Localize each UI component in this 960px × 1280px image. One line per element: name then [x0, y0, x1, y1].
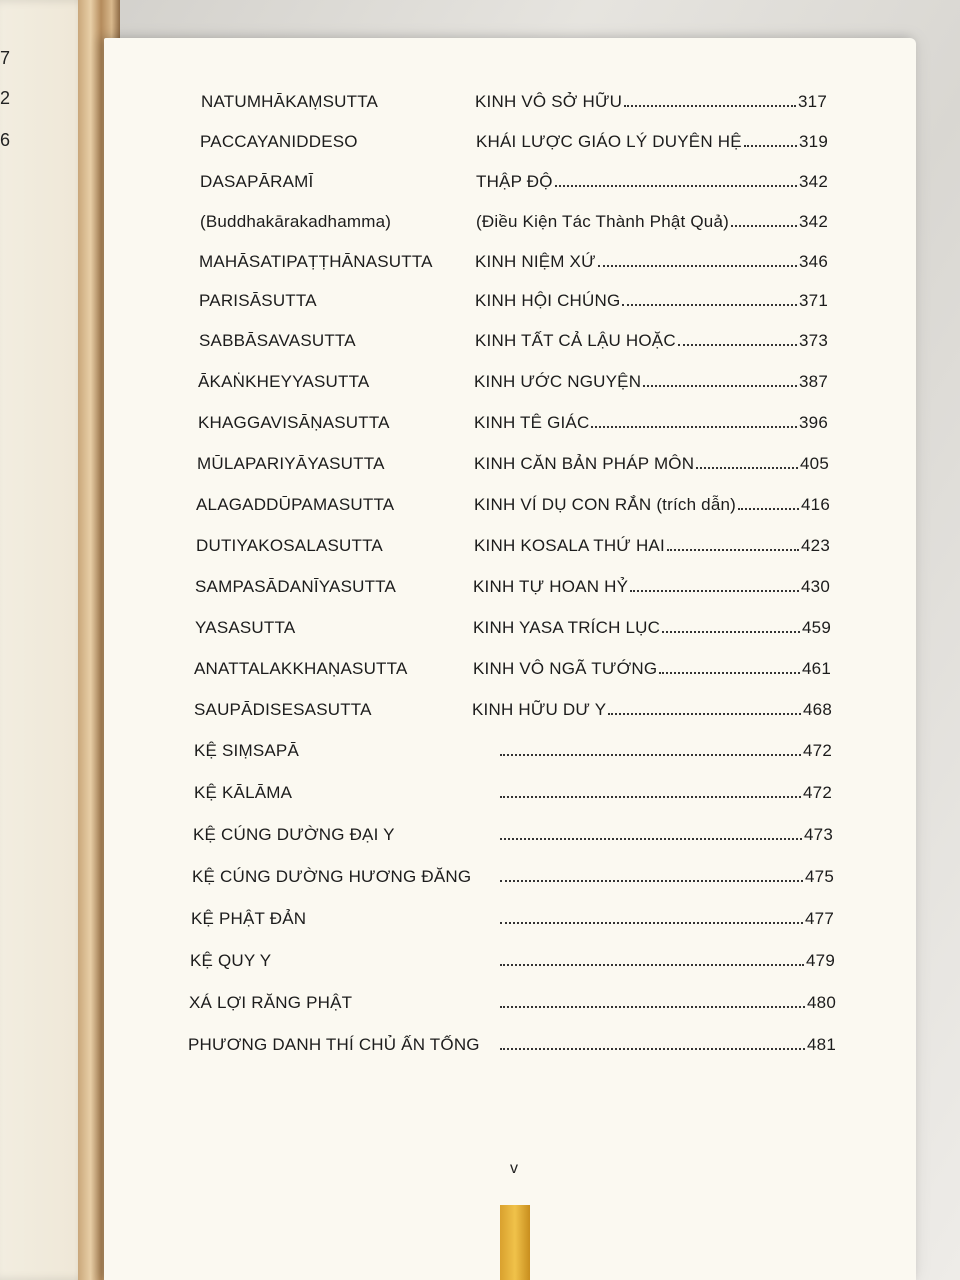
toc-entry [476, 132, 828, 152]
toc-pali-title: PARISĀSUTTA [199, 291, 317, 310]
toc-entry [498, 741, 832, 761]
toc-pali-title: YASASUTTA [195, 618, 296, 637]
toc-page-number: 319 [799, 132, 828, 151]
toc-page-number: 342 [799, 212, 828, 231]
toc-viet-title: KINH VÍ DỤ CON RẮN (trích dẫn) [474, 495, 736, 514]
toc-page-number: 479 [806, 951, 835, 970]
left-page-fragment: 7 [0, 48, 11, 68]
toc-entry [498, 1035, 836, 1055]
toc-title: XÁ LỢI RĂNG PHẬT [189, 993, 353, 1012]
toc-pali-title: ĀKAṄKHEYYASUTTA [198, 372, 370, 391]
toc-entry [498, 951, 835, 971]
dot-leader [500, 879, 803, 882]
toc-title: KỆ QUY Y [190, 951, 272, 970]
toc-entry [473, 618, 831, 638]
toc-entry [473, 577, 830, 597]
toc-viet-title: KINH VÔ SỞ HỮU [475, 92, 623, 111]
bookmark-ribbon [500, 1205, 530, 1280]
dot-leader [667, 548, 799, 551]
toc-pali-title: MAHĀSATIPAṬṬHĀNASUTTA [199, 252, 433, 271]
toc-pali-title: DUTIYAKOSALASUTTA [196, 536, 383, 555]
dot-leader [696, 466, 798, 469]
dot-leader [608, 712, 801, 715]
dot-leader [738, 507, 799, 510]
toc-page-number: 342 [799, 172, 828, 191]
toc-page-number: 387 [799, 372, 828, 391]
toc-viet-title: KINH CĂN BẢN PHÁP MÔN [474, 454, 695, 473]
left-page-fragment: 6 [0, 130, 11, 150]
toc-entry [475, 331, 828, 351]
toc-entry [476, 172, 828, 192]
toc-pali-title: (Buddhakārakadhamma) [200, 212, 392, 231]
toc-title: PHƯƠNG DANH THÍ CHỦ ẤN TỐNG [188, 1035, 480, 1054]
toc-viet-title: KINH NIỆM XỨ [475, 252, 596, 271]
toc-page-number: 468 [803, 700, 832, 719]
toc-entry [474, 413, 828, 433]
toc-viet-title: KINH HỮU DƯ Y [472, 700, 607, 719]
toc-entry [474, 495, 830, 515]
book-page [104, 38, 916, 1280]
toc-page-number: 475 [805, 867, 834, 886]
dot-leader [744, 144, 797, 147]
dot-leader [500, 963, 804, 966]
toc-entry [498, 909, 834, 929]
dot-leader [659, 671, 800, 674]
dot-leader [622, 303, 797, 306]
toc-page-number: 480 [807, 993, 836, 1012]
toc-page-number: 405 [800, 454, 829, 473]
toc-pali-title: NATUMHĀKAṂSUTTA [201, 92, 379, 111]
dot-leader [624, 104, 796, 107]
toc-viet-title: KINH KOSALA THỨ HAI [474, 536, 665, 555]
toc-viet-title: KINH TÊ GIÁC [474, 413, 590, 432]
dot-leader [500, 753, 801, 756]
toc-pali-title: KHAGGAVISĀṆASUTTA [198, 413, 390, 432]
toc-viet-title: KINH TẤT CẢ LẬU HOẶC [475, 331, 676, 350]
toc-pali-title: SABBĀSAVASUTTA [199, 331, 356, 350]
dot-leader [598, 264, 797, 267]
dot-leader [678, 343, 797, 346]
toc-page-number: 461 [802, 659, 831, 678]
toc-page-number: 477 [805, 909, 834, 928]
dot-leader [591, 425, 797, 428]
toc-page-number: 459 [802, 618, 831, 637]
toc-page-number: 430 [801, 577, 830, 596]
toc-page-number: 373 [799, 331, 828, 350]
dot-leader [500, 1047, 805, 1050]
toc-entry [475, 92, 827, 112]
page-folio: v [510, 1160, 518, 1177]
toc-pali-title: SAUPĀDISESASUTTA [194, 700, 372, 719]
toc-entry [472, 700, 832, 720]
toc-viet-title: KINH ƯỚC NGUYỆN [474, 372, 642, 391]
toc-pali-title: PACCAYANIDDESO [200, 132, 358, 151]
toc-title: KỆ SIṂSAPĀ [194, 741, 299, 760]
toc-page-number: 473 [804, 825, 833, 844]
toc-entry [474, 454, 829, 474]
toc-page-number: 472 [803, 783, 832, 802]
dot-leader [555, 184, 797, 187]
toc-page-number: 472 [803, 741, 832, 760]
toc-pali-title: ANATTALAKKHAṆASUTTA [194, 659, 408, 678]
toc-entry [475, 252, 828, 272]
toc-page-number: 346 [799, 252, 828, 271]
dot-leader [500, 837, 802, 840]
toc-pali-title: SAMPASĀDANĪYASUTTA [195, 577, 397, 596]
dot-leader [662, 630, 800, 633]
toc-entry [473, 659, 831, 679]
toc-page-number: 317 [798, 92, 827, 111]
toc-entry [474, 536, 830, 556]
toc-page-number: 416 [801, 495, 830, 514]
toc-entry [498, 867, 834, 887]
toc-page-number: 423 [801, 536, 830, 555]
toc-page-number: 396 [799, 413, 828, 432]
toc-viet-title: KINH VÔ NGÃ TƯỚNG [473, 659, 658, 678]
dot-leader [643, 384, 797, 387]
toc-pali-title: DASAPĀRAMĪ [200, 172, 314, 191]
dot-leader [500, 1005, 805, 1008]
toc-pali-title: MŪLAPARIYĀYASUTTA [197, 454, 385, 473]
toc-title: KỆ PHẬT ĐẢN [191, 909, 307, 928]
toc-title: KỆ CÚNG DƯỜNG ĐẠI Y [193, 825, 395, 844]
toc-entry [498, 825, 833, 845]
toc-viet-title: (Điều Kiện Tác Thành Phật Quả) [476, 212, 729, 231]
toc-entry [498, 783, 832, 803]
toc-viet-title: KHÁI LƯỢC GIÁO LÝ DUYÊN HỆ [476, 132, 742, 151]
toc-title: KỆ KĀLĀMA [194, 783, 293, 802]
toc-title: KỆ CÚNG DƯỜNG HƯƠNG ĐĂNG [192, 867, 472, 886]
toc-page-number: 481 [807, 1035, 836, 1054]
toc-viet-title: KINH TỰ HOAN HỶ [473, 577, 629, 596]
toc-entry [474, 372, 828, 392]
toc-pali-title: ALAGADDŪPAMASUTTA [196, 495, 395, 514]
toc-entry [475, 291, 828, 311]
dot-leader [500, 795, 801, 798]
toc-entry [476, 212, 828, 232]
dot-leader [500, 921, 803, 924]
left-page-fragment: 2 [0, 88, 11, 108]
dot-leader [731, 224, 797, 227]
toc-viet-title: KINH HỘI CHÚNG [475, 291, 621, 310]
toc-viet-title: KINH YASA TRÍCH LỤC [473, 618, 661, 637]
toc-page-number: 371 [799, 291, 828, 310]
dot-leader [630, 589, 799, 592]
toc-viet-title: THẬP ĐỘ [476, 172, 553, 191]
toc-entry [498, 993, 836, 1013]
